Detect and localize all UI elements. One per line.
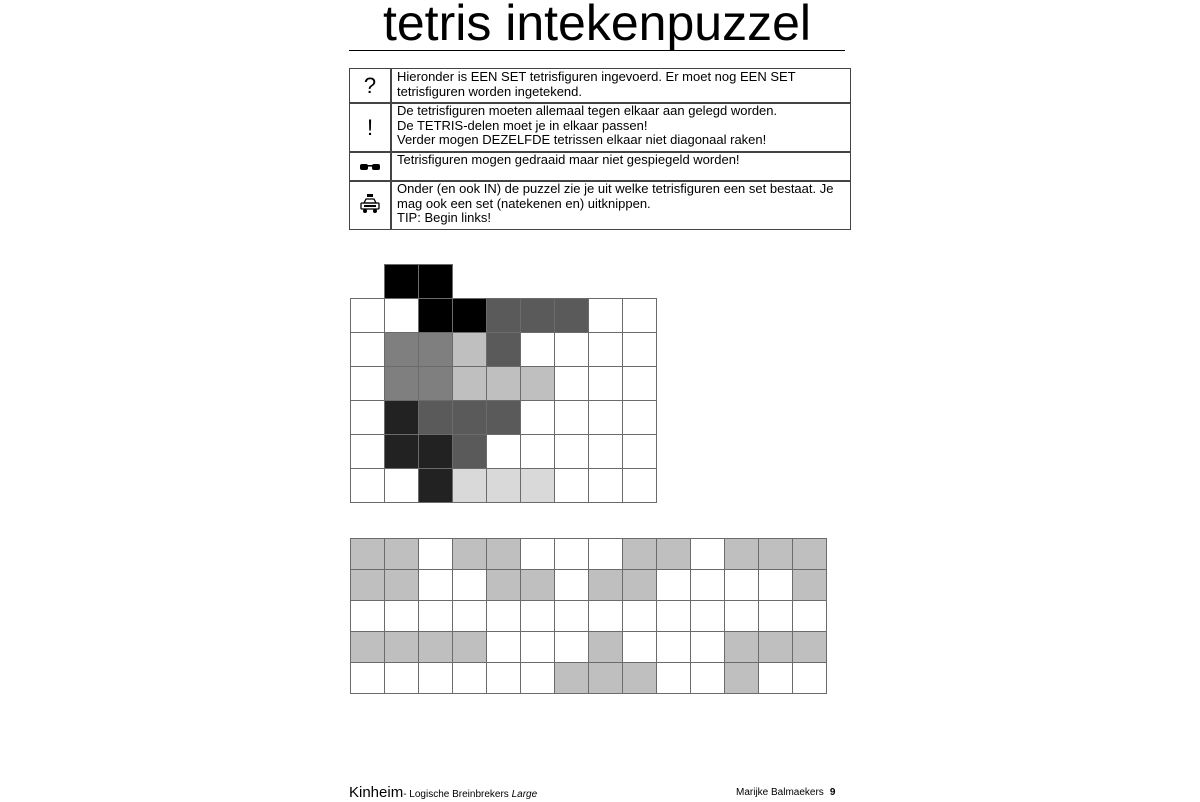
rule-text: Hieronder is EEN SET tetrisfiguren ingevoerd. Er moet nog EEN SET tetrisfiguren worden ingetekend. [397, 69, 796, 99]
puzzle-cell[interactable] [418, 400, 453, 435]
piece-cell[interactable] [724, 538, 759, 570]
puzzle-cell[interactable] [384, 468, 419, 503]
piece-cell[interactable] [690, 631, 725, 663]
piece-cell[interactable] [792, 538, 827, 570]
piece-cell[interactable] [384, 631, 419, 663]
piece-cell[interactable] [758, 569, 793, 601]
piece-cell[interactable] [384, 662, 419, 694]
piece-cell[interactable] [690, 600, 725, 632]
piece-cell[interactable] [350, 631, 385, 663]
footer-subtitle: - Logische Breinbrekers [403, 789, 512, 800]
piece-cell[interactable] [792, 600, 827, 632]
piece-cell[interactable] [452, 662, 487, 694]
piece-cell[interactable] [350, 600, 385, 632]
puzzle-cell[interactable] [384, 434, 419, 469]
puzzle-cell[interactable] [520, 434, 555, 469]
puzzle-cell[interactable] [452, 332, 487, 367]
piece-cell[interactable] [520, 631, 555, 663]
puzzle-cell[interactable] [486, 400, 521, 435]
piece-cell[interactable] [758, 538, 793, 570]
piece-cell[interactable] [554, 538, 589, 570]
piece-cell[interactable] [724, 631, 759, 663]
piece-cell[interactable] [350, 569, 385, 601]
question-mark-icon [350, 69, 390, 103]
page-number: 9 [829, 787, 836, 798]
puzzle-cell[interactable] [384, 264, 419, 299]
puzzle-cell[interactable] [520, 366, 555, 401]
piece-cell[interactable] [418, 600, 453, 632]
puzzle-cell[interactable] [418, 298, 453, 333]
puzzle-cell[interactable] [486, 332, 521, 367]
footer-author-line [736, 787, 835, 798]
piece-cell[interactable] [724, 662, 759, 694]
piece-cell[interactable] [418, 662, 453, 694]
publisher-brand: Kinheim [349, 784, 404, 801]
piece-cell[interactable] [520, 662, 555, 694]
piece-cell[interactable] [622, 569, 657, 601]
sunglasses-icon [350, 152, 390, 181]
rule-row [349, 68, 851, 104]
piece-cell[interactable] [452, 569, 487, 601]
puzzle-cell[interactable] [452, 434, 487, 469]
piece-cell[interactable] [418, 538, 453, 570]
piece-cell[interactable] [486, 569, 521, 601]
piece-cell[interactable] [486, 631, 521, 663]
puzzle-cell[interactable] [520, 400, 555, 435]
piece-cell[interactable] [350, 662, 385, 694]
puzzle-cell[interactable] [452, 400, 487, 435]
puzzle-cell[interactable] [418, 468, 453, 503]
footer-subtitle-emphasis: Large [511, 789, 538, 800]
piece-cell[interactable] [622, 600, 657, 632]
piece-cell[interactable] [452, 600, 487, 632]
question-mark-glyph: ? [363, 73, 377, 98]
piece-cell[interactable] [554, 600, 589, 632]
piece-cell[interactable] [486, 538, 521, 570]
puzzle-cell[interactable] [452, 298, 487, 333]
piece-cell[interactable] [758, 631, 793, 663]
author-name: Marijke Balmaekers [736, 787, 824, 798]
puzzle-cell[interactable] [588, 366, 623, 401]
puzzle-cell[interactable] [384, 332, 419, 367]
exclamation-mark-glyph: ! [366, 114, 374, 140]
puzzle-cell[interactable] [520, 468, 555, 503]
piece-cell[interactable] [520, 538, 555, 570]
puzzle-cell[interactable] [350, 332, 385, 367]
piece-cell[interactable] [520, 600, 555, 632]
puzzle-cell[interactable] [452, 468, 487, 503]
puzzle-cell[interactable] [554, 468, 589, 503]
piece-cell[interactable] [554, 631, 589, 663]
puzzle-cell[interactable] [588, 434, 623, 469]
piece-cell[interactable] [656, 662, 691, 694]
piece-cell[interactable] [554, 569, 589, 601]
puzzle-cell[interactable] [384, 298, 419, 333]
piece-cell[interactable] [622, 538, 657, 570]
puzzle-cell[interactable] [622, 434, 657, 469]
puzzle-cell[interactable] [622, 298, 657, 333]
footer-brand-line [349, 784, 537, 802]
piece-cell[interactable] [792, 662, 827, 694]
rule-text: Onder (en ook IN) de puzzel zie je uit welke tetrisfiguren een set bestaat. Je mag ook een set (natekenen en) uitknippen. TIP: Begin links! [397, 181, 834, 225]
rule-row [349, 102, 851, 153]
piece-cell[interactable] [656, 538, 691, 570]
piece-cell[interactable] [418, 631, 453, 663]
exclamation-mark-icon [350, 103, 390, 152]
piece-cell[interactable] [656, 569, 691, 601]
puzzle-cell[interactable] [350, 434, 385, 469]
piece-cell[interactable] [724, 600, 759, 632]
puzzle-cell[interactable] [350, 468, 385, 503]
puzzle-cell[interactable] [418, 332, 453, 367]
puzzle-cell[interactable] [384, 366, 419, 401]
puzzle-cell[interactable] [554, 298, 589, 333]
piece-cell[interactable] [758, 600, 793, 632]
rule-text: De tetrisfiguren moeten allemaal tegen elkaar aan gelegd worden. De TETRIS-delen moet je in elkaar passen! Verder mogen DEZELFDE tetrissen elkaar niet diagonaal raken! [397, 103, 778, 147]
puzzle-cell[interactable] [622, 468, 657, 503]
piece-cell[interactable] [656, 600, 691, 632]
puzzle-cell[interactable] [452, 366, 487, 401]
piece-cell[interactable] [520, 569, 555, 601]
piece-cell[interactable] [690, 569, 725, 601]
piece-cell[interactable] [792, 631, 827, 663]
rule-row [349, 180, 851, 230]
puzzle-cell[interactable] [486, 298, 521, 333]
piece-cell[interactable] [384, 569, 419, 601]
piece-cell[interactable] [724, 569, 759, 601]
piece-cell[interactable] [758, 662, 793, 694]
piece-cell[interactable] [384, 600, 419, 632]
title-underline [349, 50, 845, 51]
puzzle-cell[interactable] [350, 298, 385, 333]
piece-cell[interactable] [588, 600, 623, 632]
puzzle-cell[interactable] [554, 400, 589, 435]
puzzle-cell[interactable] [520, 332, 555, 367]
piece-cell[interactable] [588, 631, 623, 663]
puzzle-cell[interactable] [588, 468, 623, 503]
piece-cell[interactable] [588, 662, 623, 694]
puzzle-cell[interactable] [418, 434, 453, 469]
puzzle-cell[interactable] [622, 366, 657, 401]
puzzle-cell[interactable] [486, 366, 521, 401]
rule-row [349, 151, 851, 182]
puzzle-cell[interactable] [554, 366, 589, 401]
police-car-icon [350, 181, 390, 229]
puzzle-cell[interactable] [554, 434, 589, 469]
piece-cell[interactable] [588, 569, 623, 601]
piece-cell[interactable] [656, 631, 691, 663]
page-title: tetris intekenpuzzel [382, 0, 811, 51]
puzzle-cell[interactable] [384, 400, 419, 435]
piece-cell[interactable] [690, 662, 725, 694]
puzzle-cell[interactable] [418, 366, 453, 401]
puzzle-cell[interactable] [588, 400, 623, 435]
piece-cell[interactable] [588, 538, 623, 570]
piece-cell[interactable] [384, 538, 419, 570]
puzzle-cell[interactable] [350, 400, 385, 435]
piece-cell[interactable] [622, 631, 657, 663]
puzzle-cell[interactable] [588, 298, 623, 333]
puzzle-cell[interactable] [486, 468, 521, 503]
puzzle-cell[interactable] [622, 332, 657, 367]
piece-cell[interactable] [452, 538, 487, 570]
puzzle-cell[interactable] [588, 332, 623, 367]
piece-cell[interactable] [622, 662, 657, 694]
piece-cell[interactable] [486, 600, 521, 632]
piece-cell[interactable] [792, 569, 827, 601]
puzzle-cell[interactable] [418, 264, 453, 299]
piece-cell[interactable] [486, 662, 521, 694]
piece-cell[interactable] [418, 569, 453, 601]
puzzle-cell[interactable] [622, 400, 657, 435]
piece-cell[interactable] [350, 538, 385, 570]
puzzle-cell[interactable] [486, 434, 521, 469]
rule-text: Tetrisfiguren mogen gedraaid maar niet gespiegeld worden! [397, 152, 740, 167]
puzzle-cell[interactable] [554, 332, 589, 367]
piece-cell[interactable] [452, 631, 487, 663]
piece-cell[interactable] [554, 662, 589, 694]
puzzle-cell[interactable] [520, 298, 555, 333]
piece-cell[interactable] [690, 538, 725, 570]
puzzle-cell[interactable] [350, 366, 385, 401]
